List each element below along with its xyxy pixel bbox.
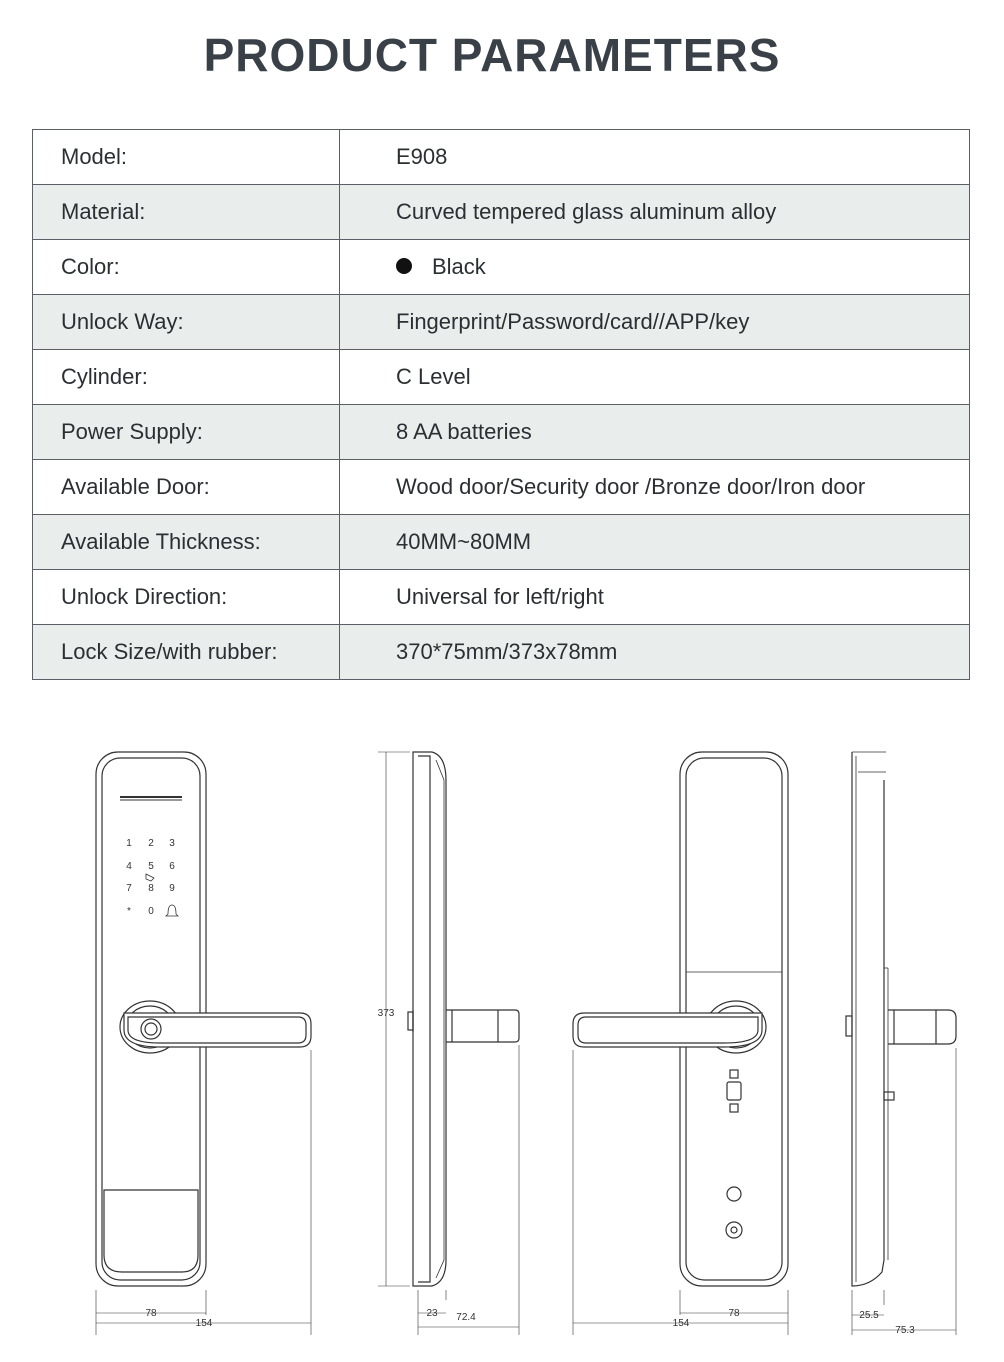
param-label-material: Material: xyxy=(33,185,340,240)
param-label-unlock-direction: Unlock Direction: xyxy=(33,570,340,625)
lock-switch-icon xyxy=(727,1082,741,1100)
param-label-model: Model: xyxy=(33,130,340,185)
card-reader-icon xyxy=(146,874,154,881)
param-label-unlock-way: Unlock Way: xyxy=(33,295,340,350)
param-value-available-thickness: 40MM~80MM xyxy=(340,515,970,570)
param-label-power-supply: Power Supply: xyxy=(33,405,340,460)
param-label-available-door: Available Door: xyxy=(33,460,340,515)
side-view-2-drawing xyxy=(846,752,956,1336)
dim-side-height: 373 xyxy=(377,1008,395,1019)
dim-side-depth: 23 xyxy=(426,1308,438,1319)
dim-side-total: 72.4 xyxy=(456,1312,476,1323)
key-2: 2 xyxy=(148,838,154,849)
dim-back-width: 78 xyxy=(728,1308,740,1319)
key-hole-icon xyxy=(726,1222,742,1238)
key-star: * xyxy=(127,906,131,917)
table-row xyxy=(33,405,970,460)
back-view-drawing xyxy=(573,752,788,1335)
key-7: 7 xyxy=(126,883,132,894)
table-row xyxy=(33,625,970,680)
parameters-table xyxy=(32,129,970,680)
key-8: 8 xyxy=(148,883,154,894)
dim-front-total: 154 xyxy=(195,1318,213,1329)
param-value-unlock-way: Fingerprint/Password/card//APP/key xyxy=(340,295,970,350)
key-0: 0 xyxy=(148,906,154,917)
keypad xyxy=(126,838,175,917)
dim-front-width: 78 xyxy=(145,1308,157,1319)
param-value-color-cell xyxy=(340,240,970,295)
param-label-color: Color: xyxy=(33,240,340,295)
table-row xyxy=(33,460,970,515)
param-value-available-door: Wood door/Security door /Bronze door/Iron door xyxy=(340,460,970,515)
table-row xyxy=(33,350,970,405)
key-6: 6 xyxy=(169,861,175,872)
key-3: 3 xyxy=(169,838,175,849)
dim-back-total: 154 xyxy=(672,1318,690,1329)
dim-side2-total: 75.3 xyxy=(895,1325,915,1336)
param-value-cylinder: C Level xyxy=(340,350,970,405)
page-title: PRODUCT PARAMETERS xyxy=(203,29,781,81)
param-label-available-thickness: Available Thickness: xyxy=(33,515,340,570)
param-label-cylinder: Cylinder: xyxy=(33,350,340,405)
table-row xyxy=(33,295,970,350)
table-row xyxy=(33,130,970,185)
bell-icon xyxy=(166,905,178,916)
table-row xyxy=(33,570,970,625)
key-1: 1 xyxy=(126,838,132,849)
key-4: 4 xyxy=(126,861,132,872)
param-value-model: E908 xyxy=(340,130,970,185)
key-5: 5 xyxy=(148,861,154,872)
table-row xyxy=(33,240,970,295)
param-value-lock-size: 370*75mm/373x78mm xyxy=(340,625,970,680)
side-view-drawing xyxy=(378,752,519,1335)
param-value-color: Black xyxy=(432,254,486,279)
color-swatch-icon xyxy=(396,258,412,274)
dim-side2-depth: 25.5 xyxy=(859,1310,879,1321)
battery-cover-screw-icon xyxy=(727,1187,741,1201)
param-label-lock-size: Lock Size/with rubber: xyxy=(33,625,340,680)
table-row xyxy=(33,185,970,240)
param-value-material: Curved tempered glass aluminum alloy xyxy=(340,185,970,240)
table-row xyxy=(33,515,970,570)
param-value-unlock-direction: Universal for left/right xyxy=(340,570,970,625)
technical-drawings xyxy=(0,720,1004,1360)
front-view-drawing xyxy=(96,752,311,1335)
key-9: 9 xyxy=(169,883,175,894)
param-value-power-supply: 8 AA batteries xyxy=(340,405,970,460)
